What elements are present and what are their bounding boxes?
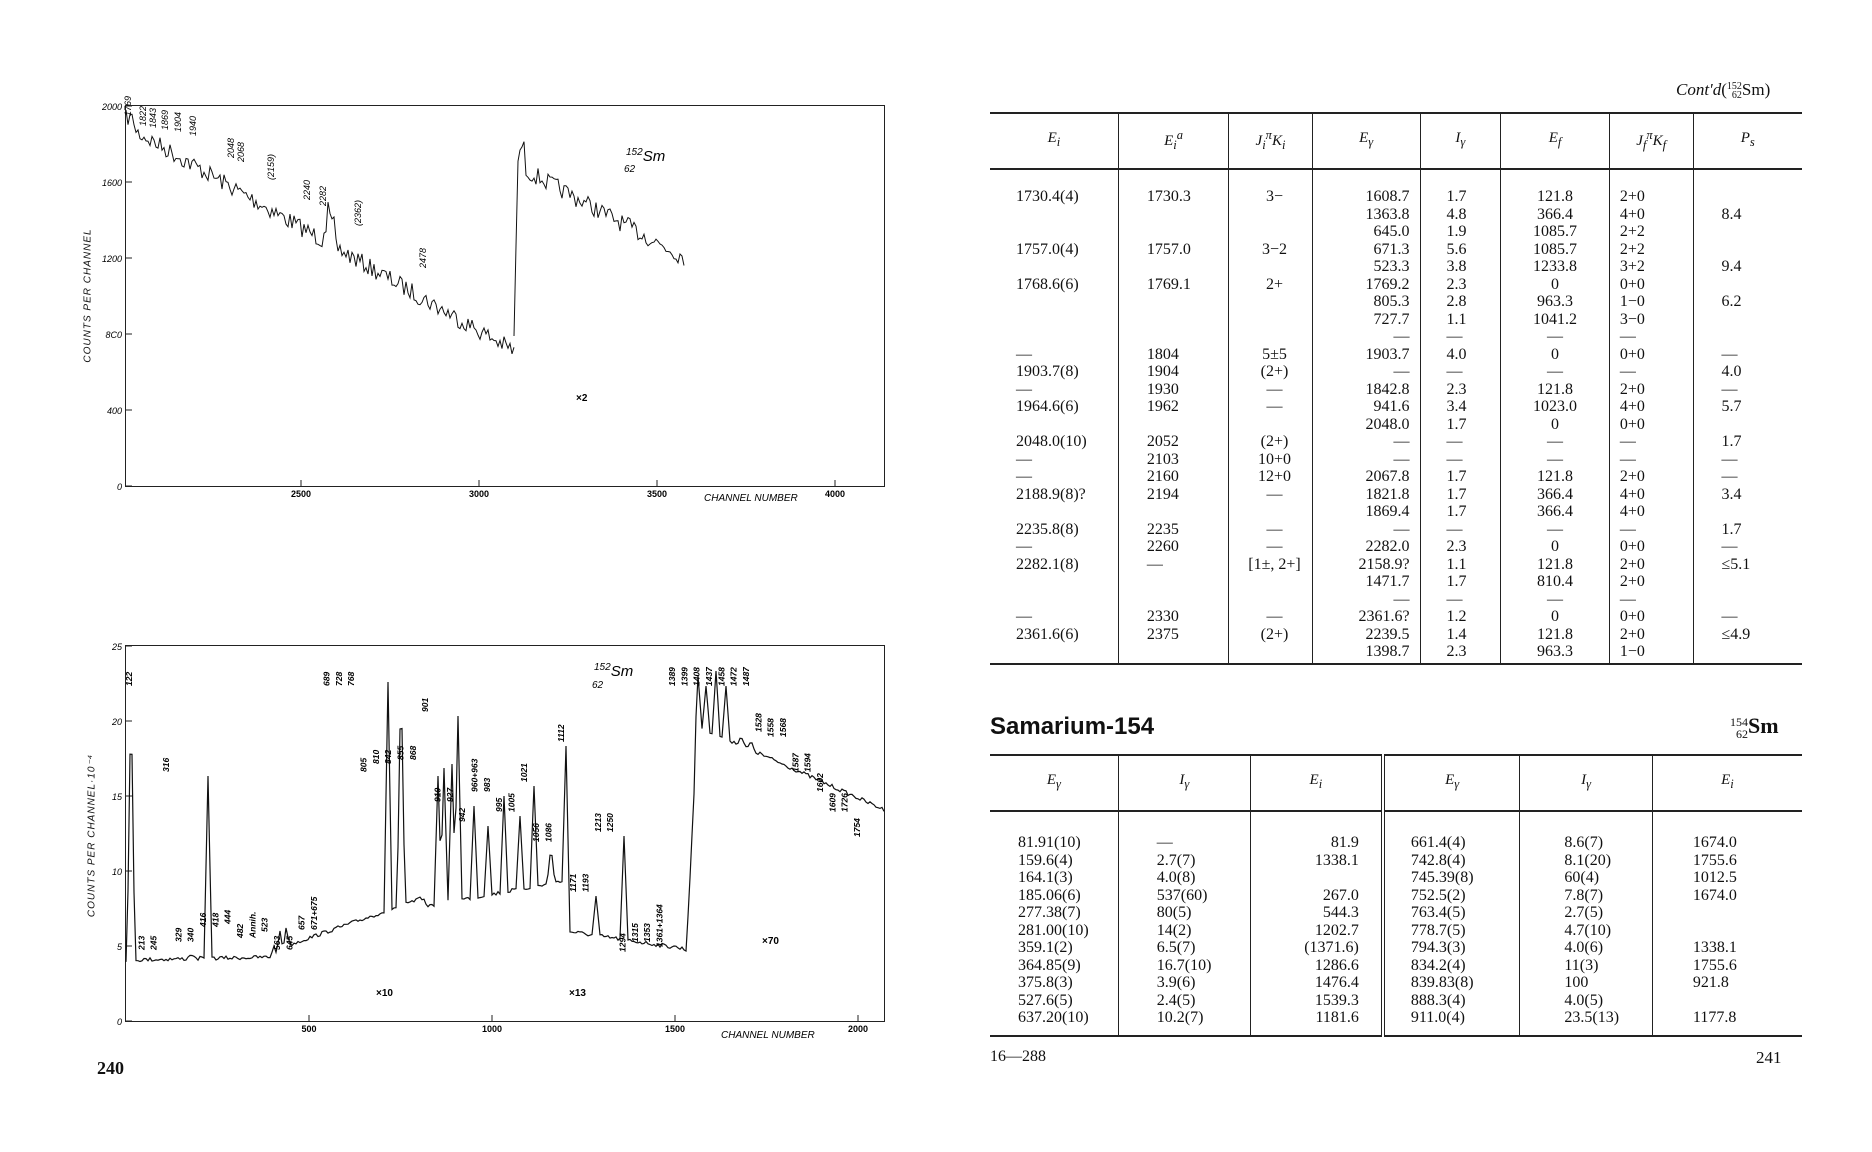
plot2-peak-label: 1558 [765, 718, 776, 737]
plot2-peak-label: 1568 [778, 718, 788, 737]
g-col-header-ei-2: $E_i$ [1652, 755, 1802, 811]
plot2-peak-label: 919 [432, 787, 443, 802]
plot2-peak-label: 482 [235, 923, 246, 938]
plot2-nuclide: $^{152}$Sm [594, 662, 634, 680]
g-col-ei-2: 1674.0 1755.6 1012.5 1674.0 1338.1 1755.6 921.8 1177.8 [1652, 811, 1802, 1036]
plot2-peak-label: 329 [173, 927, 184, 942]
col-ps: 8.4 9.4 6.2 — 4.0 — 5.7 1.7 — — 3.4 1.7 — ≤5.1 — ≤4.9 [1693, 169, 1802, 664]
contd-sym: Sm [1741, 80, 1765, 99]
plot1-x-tick-label: 3000 [468, 489, 490, 499]
plot2-peak-label: 1458 [716, 667, 727, 686]
col-header-ef: $E_f$ [1501, 113, 1610, 169]
plot1-peak-label: 2282 [318, 185, 328, 206]
plot2-peak-label: 523 [259, 917, 270, 932]
right-page-number: 241 [1756, 1048, 1782, 1067]
plot2-spectrum-line [126, 671, 884, 962]
plot2-svg [111, 642, 884, 1041]
col-ef: 121.8 366.4 1085.7 1085.7 1233.8 0 963.3 1041.2 — 0 — 121.8 1023.0 0 — — 121.8 366.4 366.4 — 0 121.8 810.4 — 0 121.8 963.3 [1501, 169, 1610, 664]
footer-code: 16—288 [990, 1048, 1046, 1065]
plot1-y-tick-label: 0 [116, 482, 122, 492]
plot2-peak-label: 983 [481, 777, 492, 792]
plot1-peak-label: 2478 [418, 247, 428, 268]
col-eia: 1730.3 1757.0 1769.1 1804 1904 1930 1962 2052 2103 2160 2194 2235 2260 — 2330 2375 [1118, 169, 1228, 664]
plot2-peak-label: 689 [321, 671, 332, 686]
plot2-scale-note-13: ×13 [569, 988, 586, 999]
plot2-peak-label: 995 [494, 797, 505, 812]
plot2-peak-label: 901 [420, 697, 431, 712]
plot2-peak-label: 1353 [642, 923, 653, 942]
g-col-ei-1: 81.9 1338.1 267.0 544.3 1202.7 (1371.6) 1286.6 1476.4 1539.3 1181.6 [1250, 811, 1382, 1036]
plot2-peak-label: 1399 [679, 667, 690, 686]
plot2-peak-label: 1437 [703, 667, 714, 686]
plot2-peak-label: 340 [185, 927, 196, 942]
plot2-peak-label: 1250 [605, 813, 616, 832]
plot1-x-tick-label: 3500 [646, 489, 668, 499]
plot1-y-label: COUNTS PER CHANNEL [82, 228, 94, 363]
plot1-x-tick-label: 2500 [290, 489, 312, 499]
plot1-peak-label: 1822 [138, 105, 148, 126]
plot2-x-tick-label: 1500 [664, 1024, 686, 1034]
contd-mass: 152 [1726, 81, 1742, 93]
plot1-spectrum-line-scaled [514, 142, 684, 336]
plot1-y-tick-label: 8C0 [105, 330, 122, 340]
g-col-header-egamma-1: $E_\gamma$ [990, 755, 1118, 811]
col-header-ei: $E_i$ [990, 113, 1118, 169]
plot2-peak-label: 728 [333, 671, 344, 686]
col-header-igamma: $I_\gamma$ [1420, 113, 1501, 169]
plot1-peak-label: 1769 [123, 95, 133, 116]
plot2-peak-label: 1602 [815, 773, 825, 792]
plot2-peak-label: 1193 [580, 873, 591, 892]
plot2-y-tick-label: 5 [116, 942, 122, 952]
g-col-header-ei-1: $E_i$ [1250, 755, 1382, 811]
plot2-peak-label: 657 [296, 915, 307, 930]
plot2-peak-label: 855 [395, 745, 406, 760]
contd-text: Cont'd [1676, 80, 1722, 99]
section-nuclide-mass: 154 [1730, 714, 1748, 729]
plot2-peak-label: 1587 [790, 753, 801, 772]
plot1-x-tick-label: 4000 [824, 489, 846, 499]
plot2-peak-label: 1726 [839, 793, 850, 812]
plot2-peak-label: 1112 [555, 724, 566, 742]
g-col-egamma-2: 661.4(4) 742.8(4) 745.39(8) 752.5(2) 763.4(5) 778.7(5) 794.3(3) 834.2(4) 839.83(8) 888.3(4) 911.0(4) [1383, 811, 1520, 1036]
right-page [936, 0, 1872, 1152]
plot2-peak-label: 868 [407, 745, 418, 760]
plot2-peak-label: 1315 [629, 923, 640, 942]
plot2-peak-labels [124, 666, 862, 952]
col-header-ps: $P_s$ [1693, 113, 1802, 169]
plot2-peak-label: 1361+1364 [654, 904, 665, 947]
plot1-peak-label: 1843 [148, 107, 158, 128]
spectrum-plot-low-channel [111, 642, 885, 1041]
g-col-igamma-1: — 2.7(7) 4.0(8) 537(60) 80(5) 14(2) 6.5(7) 16.7(10) 3.9(6) 2.4(5) 10.2(7) [1118, 811, 1250, 1036]
plot2-scale-note-10: ×10 [376, 988, 393, 999]
plot2-peak-label: 1594 [802, 753, 813, 772]
plot2-peak-label: 1005 [506, 793, 517, 812]
plot2-peak-label: 1171 [568, 873, 579, 892]
plot2-scale-note-70: ×70 [762, 936, 779, 947]
plot1-y-tick-label: 400 [106, 406, 122, 416]
g-col-header-egamma-2: $E_\gamma$ [1383, 755, 1520, 811]
section-title: Samarium-154 [990, 713, 1155, 740]
plot2-peak-label: 1408 [691, 667, 702, 686]
plot1-ticks [101, 102, 845, 499]
col-jfkf: 2+0 4+0 2+2 2+2 3+2 0+0 1−0 3−0 — 0+0 — 2+0 4+0 0+0 — — 2+0 4+0 4+0 — 0+0 2+0 2+0 — 0+0 2+0 1−0 [1609, 169, 1693, 664]
plot2-peak-label: 444 [222, 909, 233, 924]
plot2-peak-label: 1056 [531, 823, 542, 842]
plot1-y-tick-label: 1200 [101, 254, 122, 264]
plot2-y-tick-label: 0 [116, 1017, 122, 1027]
g-col-header-igamma-2: $I_\gamma$ [1520, 755, 1653, 811]
g-col-igamma-2: 8.6(7) 8.1(20) 60(4) 7.8(7) 2.7(5) 4.7(10) 4.0(6) 11(3) 100 4.0(5) 23.5(13) [1520, 811, 1653, 1036]
plot2-nuclide-z: 62 [592, 680, 604, 691]
plot2-peak-label: 805 [358, 757, 369, 772]
plot2-peak-label: 1086 [543, 823, 554, 842]
contd-header: Cont'd(152 62Sm) [1676, 80, 1771, 102]
col-header-egamma: $E_\gamma$ [1312, 113, 1420, 169]
gamma-table-header [990, 755, 1802, 811]
col-header-jiki: $J_i^\pi K_i$ [1229, 113, 1312, 169]
col-header-jfkf: $J_f^\pi K_f$ [1609, 113, 1693, 169]
plot1-peak-label: 2048 [226, 137, 236, 158]
section-nuclide [1730, 713, 1779, 740]
plot2-peak-label: 1487 [740, 667, 751, 686]
plot1-x-label: CHANNEL NUMBER [704, 493, 798, 504]
plot2-ticks [111, 642, 868, 1034]
plot2-peak-label: 1294 [617, 933, 628, 952]
levels-table-header [990, 113, 1802, 169]
plot2-peak-label: 1389 [666, 667, 677, 686]
plot2-y-tick-label: 20 [111, 717, 122, 727]
plot2-peak-label: 842 [383, 749, 394, 764]
plot1-peak-label: (2362) [353, 199, 363, 226]
plot2-peak-label: 671+675 [309, 896, 320, 930]
levels-table-152sm [990, 112, 1802, 665]
plot2-peak-label: 1754 [852, 818, 862, 837]
plot1-peak-label: 2240 [302, 179, 312, 200]
plot2-y-label: COUNTS PER CHANNEL·10⁻⁴ [86, 753, 98, 918]
g-col-header-igamma-1: $I_\gamma$ [1118, 755, 1250, 811]
plot2-peak-label: 1213 [592, 813, 603, 832]
plot2-peak-label: 960+963 [469, 758, 480, 792]
section-nuclide-z: 62 [1736, 726, 1748, 741]
col-header-eia: $E_i^a$ [1118, 113, 1228, 169]
plot2-peak-label: 418 [210, 912, 221, 927]
plot2-peak-label: 122 [124, 671, 134, 686]
section-nuclide-sym: Sm [1748, 713, 1779, 738]
gamma-table-154sm [990, 754, 1802, 1037]
plot2-peak-label: 563 [272, 935, 283, 950]
contd-z: 62 [1731, 90, 1742, 102]
plot2-peak-label: 768 [346, 671, 357, 686]
plot2-y-tick-label: 15 [111, 792, 122, 802]
col-igamma: 1.7 4.8 1.9 5.6 3.8 2.3 2.8 1.1 — 4.0 — 2.3 3.4 1.7 — — 1.7 1.7 1.7 — 2.3 1.1 1.7 — 1.2 1.4 2.3 [1420, 169, 1501, 664]
col-egamma: 1608.7 1363.8 645.0 671.3 523.3 1769.2 805.3 727.7 — 1903.7 — 1842.8 941.6 2048.0 — — 2067.8 1821.8 1869.4 — 2282.0 2158.9? 1471.7 — 2361.6? 2239.5 1398.7 [1312, 169, 1420, 664]
plot2-peak-label: 927 [444, 787, 455, 802]
plot2-x-tick-label: 1000 [481, 1024, 503, 1034]
plot2-peak-label: 942 [457, 807, 468, 822]
plot2-peak-label: 316 [161, 757, 171, 772]
plot2-peak-label: 1021 [518, 763, 529, 782]
left-page-number: 240 [97, 1058, 124, 1078]
plot2-peak-label: 645 [284, 935, 295, 950]
plot1-scale-note: ×2 [576, 393, 588, 404]
plot1-y-tick-label: 1600 [101, 178, 122, 188]
plot2-peak-label: Annih. [247, 911, 258, 938]
plot1-svg [101, 95, 884, 504]
plot2-peak-label: 1528 [753, 713, 764, 732]
plot1-peak-labels [123, 96, 428, 269]
plot2-peak-label: 1609 [827, 793, 838, 812]
plot1-nuclide-z: 62 [624, 164, 636, 175]
plot1-peak-label: (2159) [266, 153, 276, 180]
plot2-y-tick-label: 10 [111, 867, 122, 877]
plot1-peak-label: 2068 [236, 141, 246, 162]
plot1-peak-label: 1869 [160, 109, 170, 130]
plot2-peak-label: 416 [198, 912, 208, 927]
plot2-x-label: CHANNEL NUMBER [721, 1030, 815, 1041]
col-jiki: 3− 3−2 2+ 5±5 (2+) — — (2+) 10+0 12+0 — — — [1±, 2+] — (2+) [1229, 169, 1312, 664]
plot1-y-tick-label: 2000 [101, 102, 122, 112]
plot2-peak-label: 213 [136, 935, 147, 950]
plot1-peak-label: 1904 [173, 111, 183, 132]
plot2-x-tick-label: 2000 [847, 1024, 869, 1034]
plot1-nuclide: $^{152}$Sm [626, 147, 666, 165]
plot2-y-tick-label: 25 [111, 642, 122, 652]
gamma-table-body [990, 811, 1802, 1036]
col-ei: 1730.4(4) 1757.0(4) 1768.6(6) — 1903.7(8) — 1964.6(6) 2048.0(10) — — 2188.9(8)? 2235.8(8) — 2282.1(8) — 2361.6(6) [1016, 188, 1087, 643]
g-col-egamma-1: 81.91(10) 159.6(4) 164.1(3) 185.06(6) 277.38(7) 281.00(10) 359.1(2) 364.85(9) 375.8(3) 527.6(5) 637.20(10) [1018, 834, 1089, 1026]
plot2-peak-label: 245 [148, 935, 159, 950]
spectrum-plot-high-channel [101, 95, 885, 504]
plot2-peak-label: 810 [370, 749, 381, 764]
plot1-peak-label: 1940 [188, 115, 198, 136]
plot2-peak-label: 1472 [728, 667, 739, 686]
plot2-x-tick-label: 500 [301, 1024, 317, 1034]
levels-table-body [990, 169, 1802, 664]
plot1-spectrum-line [126, 107, 514, 354]
